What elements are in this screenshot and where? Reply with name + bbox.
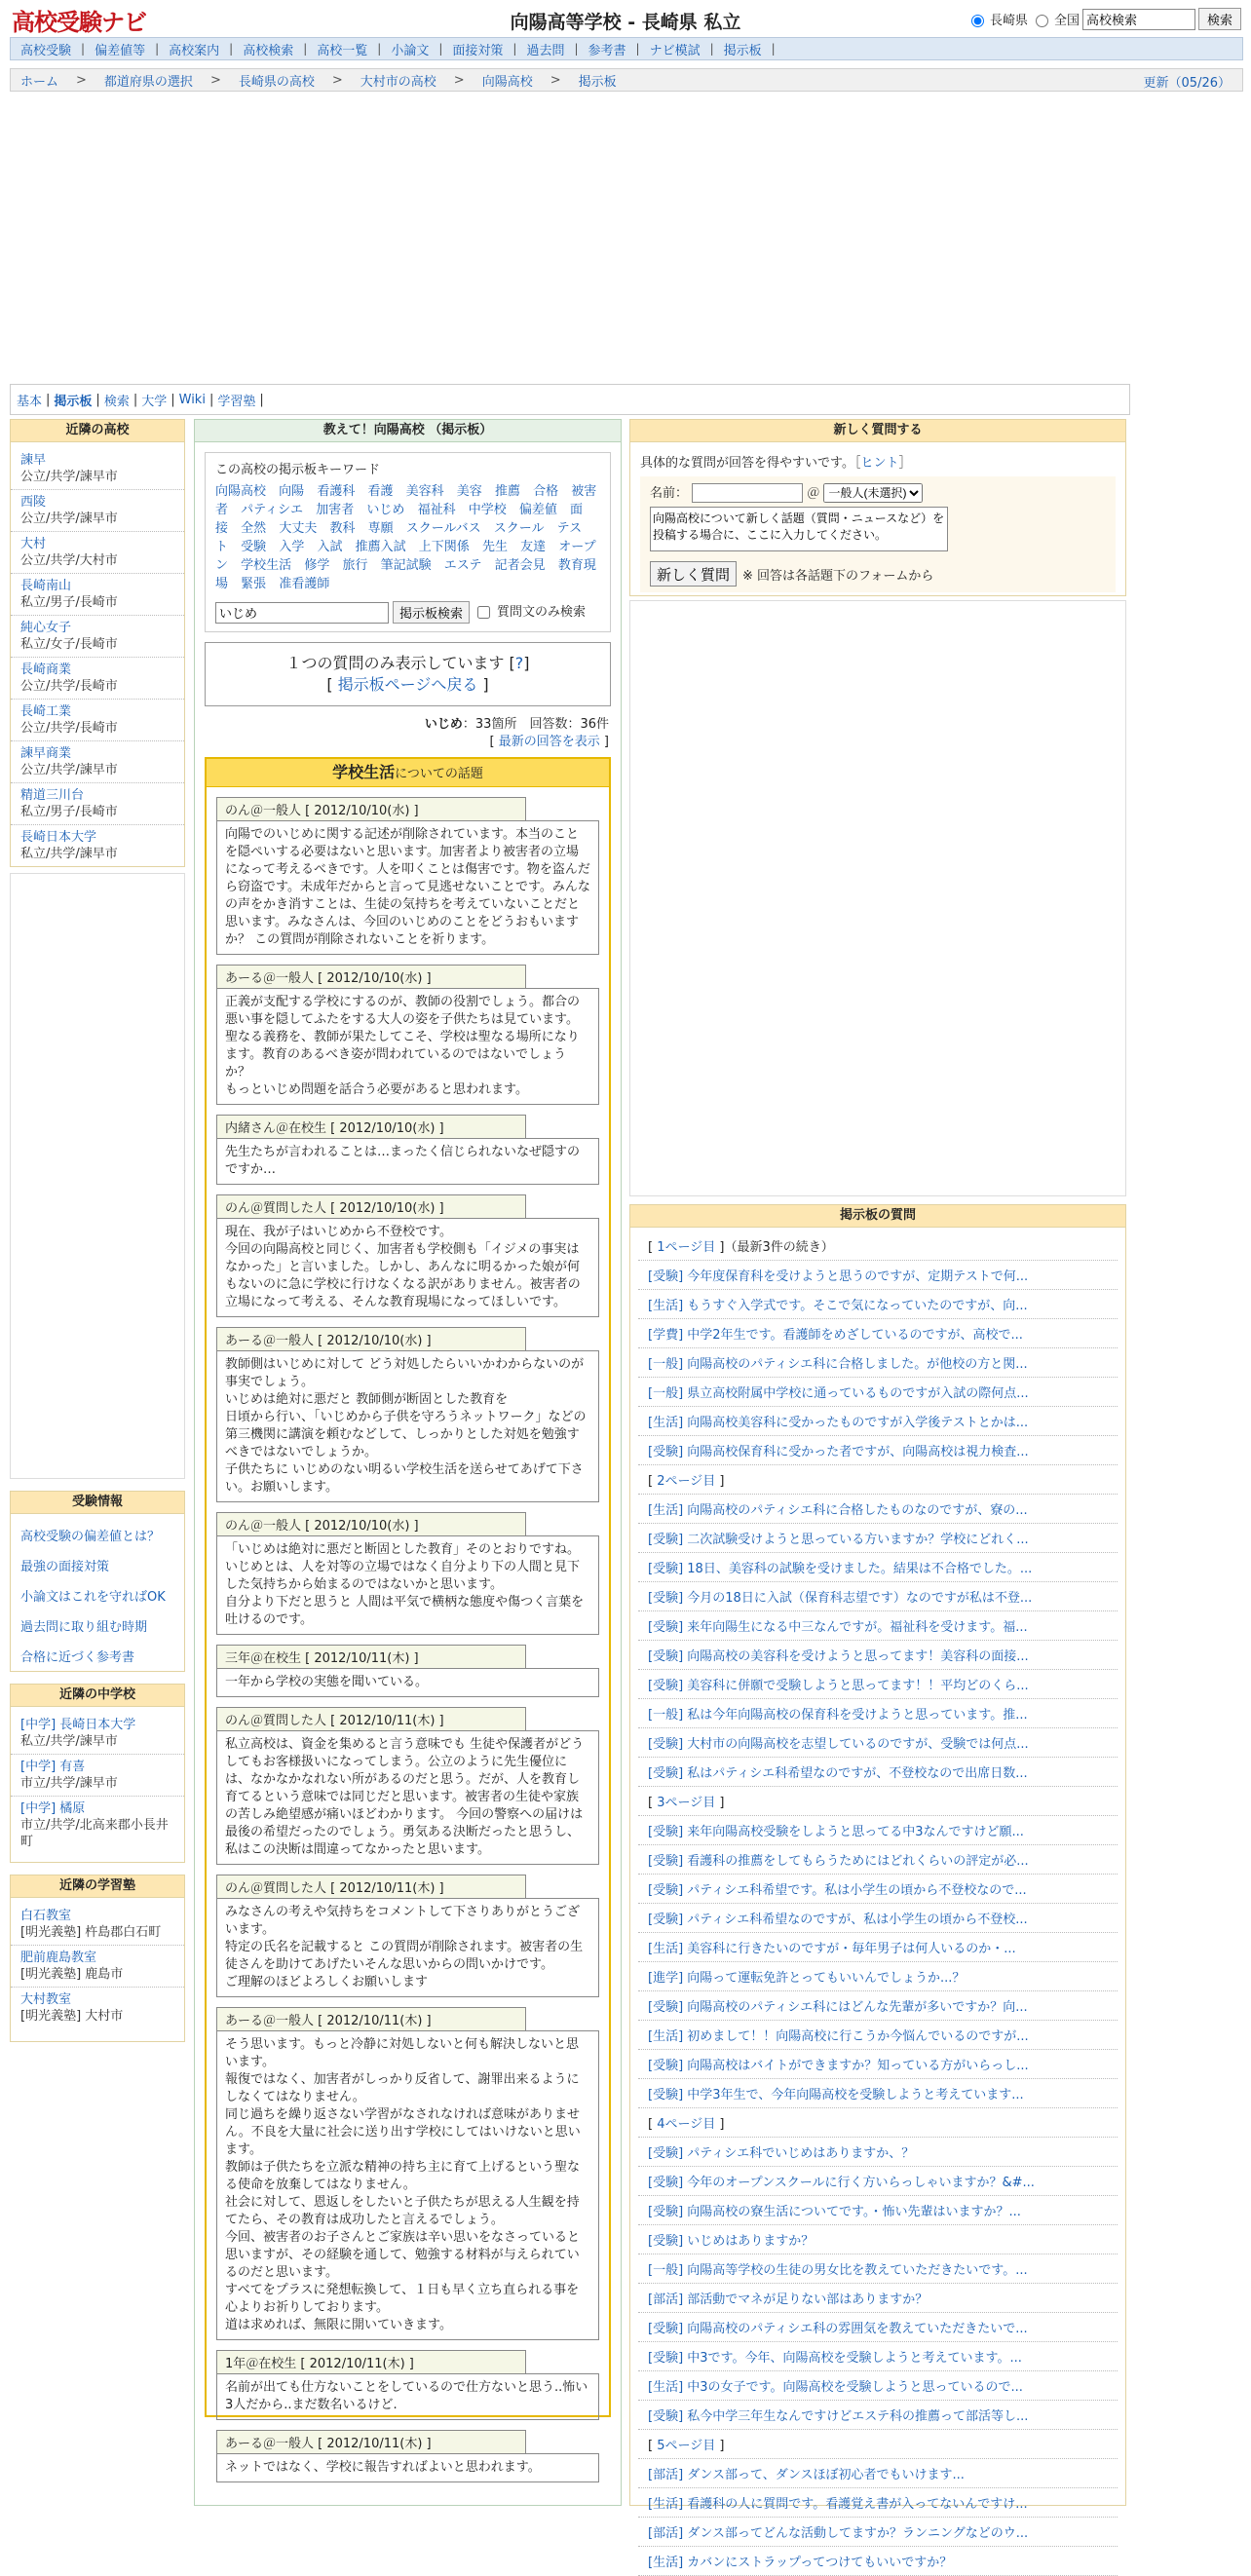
question-link[interactable]: [受験] 美容科に併願で受験しようと思ってます！！平均どのくら...: [638, 1670, 1118, 1699]
keyword-link[interactable]: 受験: [241, 540, 267, 554]
keyword-link[interactable]: 入試: [317, 540, 343, 554]
question-link[interactable]: [受験] 向陽高校はバイトができますか？知っている方がいらっし...: [638, 2050, 1118, 2079]
post: [216, 2007, 599, 2340]
keyword-link[interactable]: 合格: [533, 484, 559, 499]
keyword-link[interactable]: 加害者: [316, 503, 355, 517]
page-link[interactable]: 5ページ目: [657, 2439, 716, 2453]
keyword-label: この高校の掲示板キーワード: [215, 463, 381, 477]
question-link[interactable]: [受験] 18日、美容科の試験を受けました。結果は不合格でした。...: [638, 1553, 1118, 1582]
question-link[interactable]: [受験] 今年のオープンスクールに行く方いらっしゃいますか？&#...: [638, 2167, 1118, 2196]
question-link[interactable]: [生活] 向陽高校のパティシエ科に合格したものなのですが、寮の...: [638, 1495, 1118, 1524]
question-link[interactable]: [部活] ダンス部って、ダンスほぼ初心者でもいけます...: [638, 2459, 1118, 2488]
keyword-link[interactable]: 旅行: [342, 558, 368, 573]
nav-item[interactable]: 高校一覧: [317, 43, 368, 58]
question-link[interactable]: [受験] 来年向陽生になる中三なんですが。福祉科を受けます。福...: [638, 1611, 1118, 1641]
sublink[interactable]: 検索: [103, 394, 130, 409]
post: [216, 1645, 599, 1697]
post-body: 私立高校は、資金を集めると言う意味でも 生徒や保護者がどうしてもお客様扱いになってしまう。公立のように先生優位には、なかなかなれない所があるのだと思う。だが、人を教育し育てるという意味では同じだと思います。被害者の生徒や家族の苦しみ絶望感が痛いほどわかります。 今回の警察への届けは最後の希望だったのでしょう。勇気ある決断だったと思うし、私はこの決断は間違ってなかったと思います。: [216, 1730, 599, 1865]
question-link[interactable]: [受験] 中3です。今年、向陽高校を受験しようと考えています。...: [638, 2342, 1118, 2371]
question-link[interactable]: [受験] 看護科の推薦をしてもらうためにはどれくらいの評定が必...: [638, 1845, 1118, 1875]
nav-item[interactable]: 高校案内: [169, 43, 220, 58]
keyword-list: [215, 482, 600, 593]
keyword-link[interactable]: 全然: [241, 521, 267, 536]
school-link[interactable]: 大村: [20, 537, 47, 551]
keyword-link[interactable]: テスト: [215, 521, 583, 554]
question-link[interactable]: [受験] 向陽高校の美容科を受けようと思ってます！美容科の面接...: [638, 1641, 1118, 1670]
keyword-link[interactable]: 美容科: [405, 484, 444, 499]
header-search: [967, 8, 1241, 30]
school-item: 西陵 公立/共学/諫早市: [11, 490, 184, 532]
keyword-link[interactable]: 専願: [367, 521, 394, 536]
keyword-link[interactable]: スクールバス: [405, 521, 481, 536]
post-header: あーる＠一般人 [ 2012/10/11(木) ]: [216, 2007, 526, 2030]
junior-link[interactable]: [中学] 長崎日本大学: [20, 1718, 136, 1732]
question-link[interactable]: [生活] 向陽高校美容科に受かったものですが入学後テストとかは...: [638, 1407, 1118, 1436]
question-link[interactable]: [部活] ダンス部ってどんな活動してますか？ランニングなどのウ...: [638, 2518, 1118, 2547]
post: [216, 1115, 599, 1185]
school-item: 精道三川台 私立/男子/長崎市: [11, 783, 184, 825]
junior-item: [中学] 有喜 市立/共学/諫早市: [11, 1755, 184, 1797]
ad-space-right: [629, 600, 1126, 1196]
question-list-panel: [629, 1204, 1126, 2570]
keyword-link[interactable]: 准看護師: [279, 577, 330, 591]
nav-item[interactable]: 過去問: [526, 43, 565, 58]
keyword-link[interactable]: いじめ: [366, 503, 405, 517]
radio-prefecture[interactable]: [971, 15, 984, 27]
school-item: 諫早 公立/共学/諫早市: [11, 448, 184, 490]
post-body: 現在、我が子はいじめから不登校です。 今回の向陽高校と同じく、加害者も学校側も「イジメの事実はなかった」と言いました。しかし、あんなに明るかった娘が何もないのに急に学校に行けなくなる訳がありません。被害者の立場になって考える、そんな教育現場になってほしいです。: [216, 1218, 599, 1317]
juku-item: 白石教室 [明光義塾] 杵島郡白石町: [11, 1904, 184, 1946]
junior-item: [中学] 長崎日本大学 私立/共学/諫早市: [11, 1713, 184, 1755]
question-link[interactable]: [一般] 向陽高等学校の生徒の男女比を教えていただきたいです。...: [638, 2254, 1118, 2284]
school-item: 長崎南山 私立/男子/長崎市: [11, 574, 184, 616]
post-header: のん＠一般人 [ 2012/10/10(水) ]: [216, 797, 526, 820]
post: [216, 2350, 599, 2420]
post: [216, 2430, 599, 2482]
keyword-link[interactable]: 緊張: [241, 577, 267, 591]
keyword-link[interactable]: 面接: [215, 503, 584, 536]
topic-box: [205, 757, 611, 2475]
post: [216, 965, 599, 1105]
question-link[interactable]: [受験] いじめはありますか？: [638, 2225, 1118, 2254]
question-link[interactable]: [受験] 今年度保育科を受けようと思うのですが、定期テストで何...: [638, 1261, 1118, 1290]
question-link[interactable]: [受験] 向陽高校の寮生活についてです。・怖い先輩はいますか？...: [638, 2196, 1118, 2225]
school-item: 長崎商業 公立/共学/長崎市: [11, 658, 184, 700]
keyword-box: [205, 452, 611, 632]
keyword-link[interactable]: 先生: [481, 540, 508, 554]
school-link[interactable]: 長崎日本大学: [20, 830, 97, 845]
school-link[interactable]: 長崎工業: [20, 704, 72, 719]
question-only-checkbox[interactable]: [477, 606, 490, 619]
post-body: 向陽でのいじめに関する記述が削除されています。本当のことを隠ぺいする必要はないと思います。加害者より被害者の立場になって考えるべきです。人を叩くことは傷害です。物を盗んだら窃盗です。未成年だからと言って見逃せないことです。みんなの声をかき消すことは、生徒の気持ちを考えていないことだと思います。みなさんは、今回のいじめのことをどうおもいますか？ この質問が削除されないことを祈ります。: [216, 820, 599, 955]
junior-link[interactable]: [中学] 有喜: [20, 1760, 86, 1774]
board-panel: [194, 419, 622, 2506]
name-input[interactable]: [692, 483, 803, 503]
school-link[interactable]: 長崎南山: [20, 579, 72, 593]
keyword-link[interactable]: 被害者: [215, 484, 597, 517]
post-body: 「いじめは絶対に悪だと断固とした教育」そのとおりですね。いじめとは、人を対等の立場ではなく自分より下の人間と見下した気持ちから始まるのではないかと思います。 自分より下だと思うと 人間は平気で横柄な態度や傷つく言葉を吐けるのです。: [216, 1535, 599, 1635]
board-title: 教えて！向陽高校 （掲示板）: [195, 420, 621, 442]
nearby-junior-panel: [10, 1684, 185, 1863]
exam-info-title: 受験情報: [11, 1492, 184, 1514]
keyword-link[interactable]: 修学: [304, 558, 330, 573]
question-link[interactable]: [学費] 中学2年生です。看護師をめざしているのですが、高校で...: [638, 1319, 1118, 1348]
sublink[interactable]: Wiki: [178, 392, 206, 407]
keyword-link[interactable]: 中学校: [468, 503, 507, 517]
breadcrumb-item[interactable]: 向陽高校: [481, 74, 533, 90]
answer-note: ※ 回答は各話題下のフォームから: [742, 568, 934, 584]
keyword-link[interactable]: 入学: [279, 540, 305, 554]
keyword-link[interactable]: 上下関係: [418, 540, 470, 554]
school-search-button[interactable]: 検索: [1198, 8, 1241, 30]
post: [216, 1707, 599, 1865]
page-note: （最新3件の続き）: [724, 1240, 834, 1255]
question-link[interactable]: [受験] 私今中学三年生なんですけどエステ科の推薦って部活等し...: [638, 2401, 1118, 2430]
nav-item[interactable]: 掲示板: [723, 43, 762, 58]
question-link[interactable]: [生活] 看護科の人に質問です。看護覚え書が入ってないんですけ...: [638, 2488, 1118, 2518]
help-link[interactable]: ?: [514, 654, 524, 672]
nearby-juku-panel: [10, 1875, 185, 2042]
question-link[interactable]: [生活] もうすぐ入学式です。そこで気になっていたのですが、向...: [638, 1290, 1118, 1319]
post-header: あーる＠一般人 [ 2012/10/10(水) ]: [216, 1327, 526, 1350]
keyword-link[interactable]: オープン: [215, 540, 596, 573]
question-link[interactable]: [生活] カバンにストラップってつけてもいいですか？: [638, 2547, 1118, 2576]
nearby-schools-title: 近隣の高校: [11, 420, 184, 442]
new-question-panel: 新しく質問する 具体的な質問が回答を得やすいです。［ヒント］ 名前： ＠ 一般人(未選択) 向陽高校について新しく話題（質問・ニュースなど）を投稿する場合に、ここに入力してください。 新しく質問 ※ 回答は各話題下のフォームから: [629, 419, 1126, 596]
board-search-button[interactable]: 掲示板検索: [393, 601, 470, 624]
school-search-input[interactable]: [1082, 9, 1195, 30]
ad-space-left: [10, 873, 185, 1479]
question-link[interactable]: [一般] 向陽高校のパティシエ科に合格しました。が他校の方と関...: [638, 1348, 1118, 1378]
school-link[interactable]: 長崎商業: [20, 663, 72, 677]
post: [216, 1512, 599, 1635]
juku-link[interactable]: 肥前鹿島教室: [20, 1951, 97, 1965]
sublink[interactable]: 基本: [17, 394, 43, 409]
keyword-link[interactable]: パティシエ: [241, 503, 304, 517]
nav-item[interactable]: 参考書: [588, 43, 626, 58]
keyword-link[interactable]: 友達: [520, 540, 547, 554]
junior-link[interactable]: [中学] 橘原: [20, 1801, 86, 1816]
nav-item[interactable]: 小論文: [391, 43, 430, 58]
site-logo[interactable]: 高校受験ナビ: [12, 9, 146, 36]
new-question-title: 新しく質問する: [630, 420, 1125, 442]
board-search-input[interactable]: [215, 602, 389, 624]
sublink[interactable]: 大学: [141, 394, 168, 409]
school-link[interactable]: 西陵: [20, 495, 47, 510]
keyword-link[interactable]: 推薦入試: [355, 540, 406, 554]
page-link[interactable]: 3ページ目: [657, 1796, 716, 1810]
name-label: 名前：: [650, 486, 689, 501]
main-nav: 高校受験 | 偏差値等 | 高校案内 | 高校検索 | 高校一覧 | 小論文 | 面接対策 | 過去問 | 参考書 | ナビ模試 | 掲示板 |: [10, 37, 1243, 60]
school-item: 諫早商業 公立/共学/諫早市: [11, 741, 184, 783]
topic-header: 学校生活についての話題: [207, 759, 609, 787]
exam-info-link[interactable]: 過去問に取り組む時期: [20, 1620, 148, 1635]
post-body: 先生たちが言われることは…まったく信じられないなぜ隠すのですか…: [216, 1138, 599, 1185]
post-list: [207, 797, 609, 2482]
question-link[interactable]: [一般] 私は今年向陽高校の保育科を受けようと思っています。推...: [638, 1699, 1118, 1728]
nearby-schools-panel: [10, 419, 185, 867]
page-group: [ 1ページ目 ]（最新3件の続き）: [638, 1231, 1118, 1261]
nav-item[interactable]: 偏差値等: [95, 43, 146, 58]
question-link[interactable]: [受験] 二次試験受けようと思っている方いますか？学校にどれく...: [638, 1524, 1118, 1553]
post-header: 三年＠在校生 [ 2012/10/11(木) ]: [216, 1645, 526, 1668]
keyword-link[interactable]: 美容: [456, 484, 482, 499]
page-link[interactable]: 2ページ目: [657, 1474, 716, 1489]
keyword-link[interactable]: エステ: [443, 558, 482, 573]
breadcrumb-item[interactable]: ホーム: [20, 74, 59, 90]
question-list-title: 掲示板の質問: [630, 1205, 1125, 1228]
keyword-link[interactable]: 筆記試験: [380, 558, 432, 573]
question-link[interactable]: [受験] 中学3年生で、今年向陽高校を受験しようと考えています...: [638, 2079, 1118, 2108]
post-header: のん＠質問した人 [ 2012/10/11(木) ]: [216, 1875, 526, 1898]
latest-answers-link[interactable]: 最新の回答を表示: [498, 735, 600, 749]
post-body: 教師側はいじめに対して どう対処したらいいかわからないのが事実でしょう。 いじめは絶対に悪だと 教師側が断固とした教育を 日頃から行い、「いじめから子供を守ろうネットワーク」などの第三機関に講演を頼むなどして、しっかりとした対処を勉強すべきではないでしょうか。 子供たちに いじめのない明るい学校生活を送らせてあげて下さい。お願いします。: [216, 1350, 599, 1502]
keyword-link[interactable]: 記者会見: [494, 558, 546, 573]
back-to-board-link[interactable]: 掲示板ページへ戻る: [337, 675, 478, 694]
nav-item[interactable]: ナビ模試: [649, 43, 701, 58]
answer-counts: いじめ：33箇所 回答数：36件 [ 最新の回答を表示 ]: [424, 717, 609, 749]
post-body: 正義が支配する学校にするのが、教師の役割でしょう。都合の悪い事を隠してふたをする大人の姿を子供たちは見ています。聖なる義務を、教師が果たしてこそ、学校は聖なる場所になります。教育のあるべき姿が問われているのではないでしょうか？ もっといじめ問題を話合う必要があると思われます。: [216, 988, 599, 1105]
breadcrumb-item[interactable]: 掲示板: [578, 74, 617, 90]
post-body: ネットではなく、学校に報告すればよいと思われます。: [216, 2453, 599, 2482]
post-header: のん＠一般人 [ 2012/10/10(水) ]: [216, 1512, 526, 1535]
keyword-link[interactable]: 向陽: [279, 484, 305, 499]
board-search: [215, 601, 600, 624]
keyword-link[interactable]: 福祉科: [417, 503, 456, 517]
question-link[interactable]: [受験] 向陽高校保育科に受かった者ですが、向陽高校は視力検査...: [638, 1436, 1118, 1465]
keyword-link[interactable]: 推薦: [494, 484, 520, 499]
new-question-button[interactable]: 新しく質問: [650, 561, 737, 587]
site-header: [0, 0, 1251, 35]
page-title: 向陽高等学校 - 長崎県 私立: [510, 12, 741, 33]
keyword-link[interactable]: 向陽高校: [215, 484, 267, 499]
post-body: みなさんの考えや気持ちをコメントして下さりありがとうございます。 特定の氏名を記載すると この質問が削除されます。被害者の生徒さんを助けてあげたいそんな思いからの問いかけです。 ご理解のほどよろしくお願いします: [216, 1898, 599, 1997]
board-sublinks: 基本 | 掲示板 | 検索 | 大学 | Wiki | 学習塾 |: [10, 384, 1130, 415]
school-link[interactable]: 諫早: [20, 453, 47, 468]
nav-item[interactable]: 高校検索: [243, 43, 294, 58]
post-header: のん＠質問した人 [ 2012/10/11(木) ]: [216, 1707, 526, 1730]
keyword-link[interactable]: 大丈夫: [279, 521, 318, 536]
question-link[interactable]: [受験] 私はパティシエ科希望なのですが、不登校なので出席日数...: [638, 1758, 1118, 1787]
post-body: 一年から学校の実態を聞いている。: [216, 1668, 599, 1697]
keyword-link[interactable]: 教科: [329, 521, 356, 536]
keyword-link[interactable]: 学校生活: [241, 558, 292, 573]
single-question-notice: １つの質問のみ表示しています [?] [ 掲示板ページへ戻る ]: [205, 642, 611, 706]
question-list: [630, 1228, 1125, 2576]
question-link[interactable]: [受験] 来年向陽高校受験をしようと思ってる中3なんですけど願...: [638, 1816, 1118, 1845]
post-header: 1年＠在校生 [ 2012/10/11(木) ]: [216, 2350, 526, 2373]
school-item: 長崎工業 公立/共学/長崎市: [11, 700, 184, 741]
question-link[interactable]: [生活] 初めまして！！向陽高校に行こうか今悩んでいるのですが...: [638, 2021, 1118, 2050]
question-textarea[interactable]: [650, 507, 948, 551]
post-body: そう思います。もっと冷静に対処しないと何も解決しないと思います。 報復ではなく、加害者がしっかり反省して、謝罪出来るようにしなくてはなりません。 同じ過ちを繰り返さない学習がなされなければ意味がありません。不良を大量に社会に送り出す学校にしてはいけないと思います。 教師は子供たちを立派な精神の持ち主に育て上げるという聖なる使命を放棄してはなりません。 社会に対して、恩返しをしたいと子供たちが思える人生観を持てたら、その教育は成功したと言えるでしょう。 今回、被害者のお子さんとご家族は辛い思いをなさっていると思いますが、その経験を通して、勉強する材料が与えられているのだと思います。 すべてをプラスに発想転換して、１日も早く立ち直られる事を心よりお祈りしております。 道は求めれば、無限に開いていきます。: [216, 2030, 599, 2340]
breadcrumb-item[interactable]: 大村市の高校: [360, 74, 436, 90]
school-link[interactable]: 諫早商業: [20, 746, 72, 761]
radio-prefecture-label: 長崎県: [989, 14, 1028, 28]
breadcrumb: ホーム > 都道府県の選択 > 長崎県の高校 > 大村市の高校 > 向陽高校 > 掲示板 更新（05/26）: [10, 68, 1243, 92]
hint-link[interactable]: ヒント: [860, 456, 899, 471]
post: [216, 1194, 599, 1317]
page-group: [ 3ページ目 ]: [638, 1787, 1118, 1816]
new-question-form: 名前： ＠ 一般人(未選択) 向陽高校について新しく話題（質問・ニュースなど）を投稿する場合に、ここに入力してください。 新しく質問 ※ 回答は各話題下のフォームから: [640, 476, 1116, 592]
question-link[interactable]: [生活] 美容科に行きたいのですが・毎年男子は何人いるのか・...: [638, 1933, 1118, 1962]
radio-all[interactable]: [1036, 15, 1048, 27]
question-link[interactable]: [受験] 今月の18日に入試（保育科志望です）なのですが私は不登...: [638, 1582, 1118, 1611]
question-link[interactable]: [一般] 県立高校附属中学校に通っているものですが入試の際何点...: [638, 1378, 1118, 1407]
question-link[interactable]: [受験] 大村市の向陽高校を志望しているのですが、受験では何点...: [638, 1728, 1118, 1758]
breadcrumb-item[interactable]: 都道府県の選択: [103, 74, 193, 90]
keyword-link[interactable]: 偏差値: [518, 503, 557, 517]
question-link[interactable]: [受験] パティシエ科希望です。私は小学生の頃から不登校なので...: [638, 1875, 1118, 1904]
question-link[interactable]: [受験] パティシエ科でいじめはありますか、？: [638, 2138, 1118, 2167]
post: [216, 1327, 599, 1502]
school-link[interactable]: 精道三川台: [20, 788, 85, 803]
keyword-link[interactable]: 看護科: [317, 484, 356, 499]
page-group: [ 2ページ目 ]: [638, 1465, 1118, 1495]
post-header: あーる＠一般人 [ 2012/10/11(木) ]: [216, 2430, 526, 2453]
school-item: 純心女子 私立/女子/長崎市: [11, 616, 184, 658]
sublink-active[interactable]: 掲示板: [54, 394, 93, 409]
post-header: のん＠質問した人 [ 2012/10/10(水) ]: [216, 1194, 526, 1218]
page-group: [ 4ページ目 ]: [638, 2108, 1118, 2138]
page-group: [ 5ページ目 ]: [638, 2430, 1118, 2459]
juku-item: 大村教室 [明光義塾] 大村市: [20, 1992, 124, 2024]
junior-item: [中学] 橘原 市立/共学/北高来郡小長井町: [20, 1801, 169, 1849]
post: [216, 797, 599, 955]
keyword-link[interactable]: スクール: [493, 521, 545, 536]
juku-link[interactable]: 大村教室: [20, 1992, 72, 2007]
school-item: 長崎日本大学 私立/共学/諫早市: [20, 830, 118, 861]
sublink[interactable]: 学習塾: [217, 394, 256, 409]
breadcrumb-item[interactable]: 長崎県の高校: [238, 74, 315, 90]
question-link[interactable]: [部活] 部活動でマネが足りない部はありますか？: [638, 2284, 1118, 2313]
question-link[interactable]: [受験] 向陽高校のパティシエ科にはどんな先輩が多いですか？向...: [638, 1991, 1118, 2021]
juku-item: 肥前鹿島教室 [明光義塾] 鹿島市: [11, 1946, 184, 1988]
exam-info-link[interactable]: 高校受験の偏差値とは？: [20, 1530, 161, 1544]
school-link[interactable]: 純心女子: [20, 621, 72, 635]
role-select[interactable]: [823, 483, 923, 503]
page-link[interactable]: 4ページ目: [657, 2117, 716, 2132]
post-header: 内緒さん＠在校生 [ 2012/10/10(水) ]: [216, 1115, 526, 1138]
juku-link[interactable]: 白石教室: [20, 1909, 72, 1923]
update-date[interactable]: 更新（05/26）: [1143, 76, 1231, 91]
exam-info-link[interactable]: 小論文はこれを守ればOK: [20, 1590, 166, 1605]
nav-item[interactable]: 面接対策: [452, 43, 504, 58]
post: [216, 1875, 599, 1997]
exam-info-link[interactable]: 最強の面接対策: [20, 1560, 110, 1574]
nearby-juku-title: 近隣の学習塾: [11, 1875, 184, 1898]
post-body: 名前が出ても仕方ないことをしているので仕方ないと思う..怖い3人だから..まだ数名いるけど.: [216, 2373, 599, 2420]
nearby-junior-title: 近隣の中学校: [11, 1685, 184, 1707]
radio-all-label: 全国: [1053, 14, 1080, 28]
question-link[interactable]: [生活] 中3の女子です。向陽高校を受験しようと思っているので...: [638, 2371, 1118, 2401]
page-link[interactable]: 1ページ目: [657, 1240, 716, 1255]
keyword-link[interactable]: 教育現場: [215, 558, 596, 591]
question-link[interactable]: [受験] 向陽高校のパティシエ科の雰囲気を教えていただきたいで...: [638, 2313, 1118, 2342]
exam-info-link[interactable]: 合格に近づく参考書: [20, 1650, 135, 1665]
post-header: あーる＠一般人 [ 2012/10/10(水) ]: [216, 965, 526, 988]
exam-info-panel: [10, 1491, 185, 1672]
question-link[interactable]: [受験] パティシエ科希望なのですが、私は小学生の頃から不登校...: [638, 1904, 1118, 1933]
keyword-link[interactable]: 看護: [367, 484, 394, 499]
school-item: 大村 公立/共学/大村市: [11, 532, 184, 574]
nav-item[interactable]: 高校受験: [20, 43, 72, 58]
question-link[interactable]: [進学] 向陽って運転免許とってもいいんでしょうか...？: [638, 1962, 1118, 1991]
question-only-label: 質問文のみ検索: [497, 605, 587, 620]
